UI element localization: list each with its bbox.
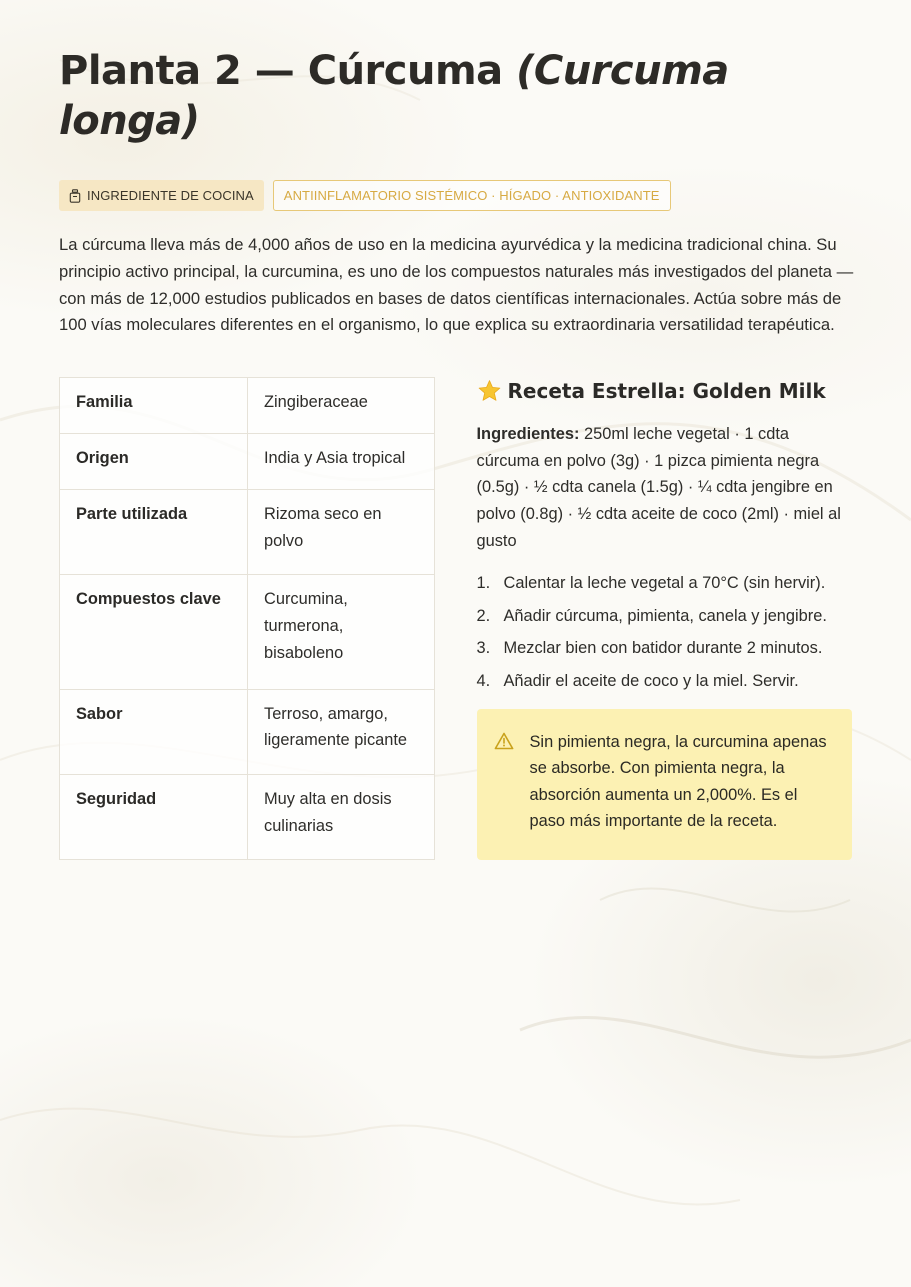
profile-table — [59, 377, 435, 860]
table-row — [60, 489, 435, 574]
row-value: Rizoma seco en polvo — [248, 489, 435, 574]
row-value: Muy alta en dosis culinarias — [248, 774, 435, 859]
category-tag-label: INGREDIENTE DE COCINA — [87, 188, 254, 203]
row-key: Origen — [60, 433, 248, 489]
recipe-steps — [477, 570, 853, 694]
row-key: Parte utilizada — [60, 489, 248, 574]
ingredients-paragraph — [477, 421, 853, 554]
table-row — [60, 378, 435, 434]
row-key: Seguridad — [60, 774, 248, 859]
benefits-tag: ANTIINFLAMATORIO SISTÉMICO · HÍGADO · ANTIOXIDANTE — [273, 180, 671, 211]
row-key: Compuestos clave — [60, 574, 248, 689]
warning-callout — [477, 709, 853, 860]
step-number: 2. — [476, 606, 491, 625]
row-key: Sabor — [60, 689, 248, 774]
ingredients-text: 250ml leche vegetal · 1 cdta cúrcuma en polvo (3g) · 1 pizca pimienta negra (0.5g) · ½ cdta canela (1.5g) · ¼ cdta jengibre en polvo (0.8g) · ½ cdta aceite de coco (2ml) · miel al gusto — [476, 425, 841, 550]
recipe-title-text: Receta Estrella: Golden Milk — [507, 379, 826, 404]
step-number: 4. — [476, 671, 491, 690]
list-item — [477, 603, 853, 630]
recipe-section — [477, 377, 853, 860]
table-row — [60, 774, 435, 859]
row-key: Familia — [60, 378, 248, 434]
ingredients-label: Ingredientes: — [476, 425, 580, 444]
title-scientific-name: (Curcuma longa) — [59, 48, 729, 144]
list-item — [477, 570, 853, 597]
star-icon — [477, 379, 502, 403]
step-text: Calentar la leche vegetal a 70°C (sin hervir). — [503, 574, 826, 593]
row-value: Curcumina, turmerona, bisaboleno — [248, 574, 435, 689]
jar-icon — [69, 189, 81, 203]
step-text: Añadir el aceite de coco y la miel. Servir. — [503, 671, 799, 690]
warning-icon — [494, 729, 514, 835]
table-row — [60, 574, 435, 689]
row-value: Zingiberaceae — [248, 378, 435, 434]
intro-paragraph: La cúrcuma lleva más de 4,000 años de uso en la medicina ayurvédica y la medicina tradicional china. Su principio activo principal, la curcumina, es uno de los compuestos naturales más investigados del planeta —con más de 12,000 estudios publicados en bases de datos científicas internacionales. Actúa sobre más de 100 vías moleculares diferentes en el organismo, lo que explica su extraordinaria versatilidad terapéutica. — [59, 235, 854, 335]
table-row — [60, 433, 435, 489]
title-main: Planta 2 — Cúrcuma — [59, 48, 503, 94]
warning-text: Sin pimienta negra, la curcumina apenas se absorbe. Con pimienta negra, la absorción aumenta un 2,000%. Es el paso más importante de la receta. — [529, 732, 827, 831]
step-text: Añadir cúrcuma, pimienta, canela y jengibre. — [503, 606, 827, 625]
tag-row — [59, 180, 852, 211]
row-value: India y Asia tropical — [248, 433, 435, 489]
step-number: 3. — [476, 639, 491, 658]
step-number: 1. — [476, 574, 491, 593]
recipe-title — [477, 377, 853, 405]
step-text: Mezclar bien con batidor durante 2 minutos. — [503, 639, 823, 658]
list-item — [477, 635, 853, 662]
list-item — [477, 668, 853, 695]
content-columns — [59, 377, 852, 860]
table-row — [60, 689, 435, 774]
row-value: Terroso, amargo, ligeramente picante — [248, 689, 435, 774]
page-title — [59, 46, 852, 146]
category-tag — [59, 180, 264, 211]
